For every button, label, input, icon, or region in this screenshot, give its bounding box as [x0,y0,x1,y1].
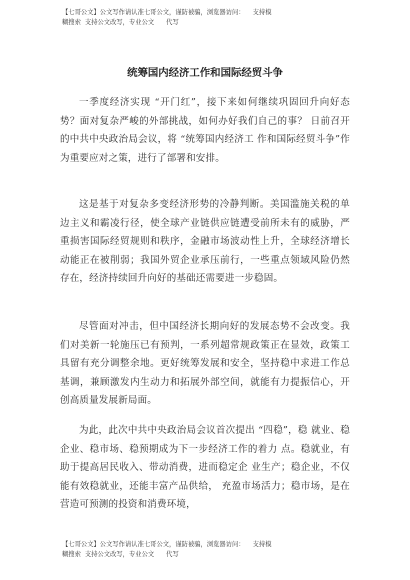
document-title: 统筹国内经济工作和国际经贸斗争 [127,67,283,79]
paragraph: 尽管面对冲击，但中国经济长期向好的发展态势不会改变。我们对美新一轮施压已有预判，一系列超常规政策正在显效，政策工具留有充分调整余地。更好统筹发展和安全，坚持稳中求进工作总基调，兼顾激发内生动力和拓展外部空间，就能有力提振信心，开创高质量发展新局面。 [60,321,350,407]
header-note: 【七哥公文】公文写作请认准七哥公文，谨防被骗，浏览器访问： 支持模 糊搜索 支持公文改写，专业公文 代写 [62,9,272,26]
paragraph: 一季度经济实现 “开门红”，接下来如何继续巩固回升向好态势？面对复杂严峻的外部挑战，如何办好我们自己的事？ 日前召开的中共中央政治局会议，将 “统筹国内经济工 作和国际经贸斗争”作为重要应对之策，进行了部署和安排。 [60,97,350,164]
paragraph: 为此，此次中共中央政治局会议首次提出 “四稳”，稳 就业、稳企业、稳市场、稳预期成为下一步经济工作的着力 点。稳就业，有助于提高居民收入、带动消费，进而稳定企 业生产；稳企业，不仅能有效稳就业，还能丰富产品供给， 充盈市场活力；稳市场，是在营造可预测的投资和消费环境， [60,425,350,511]
footer-note: 【七哥公文】公文写作请认准七哥公文，谨防被骗，浏览器访问： 支持模 糊搜索 支持公文改写，专业公文 代写 [62,541,272,558]
paragraph: 这是基于对复杂多变经济形势的冷静判断。美国滥施关税的单边主义和霸凌行径，使全球产业链供应链遭受前所未有的威胁，严重损害国际经贸规则和秩序，金融市场波动性上升，全球经济增长动能正在被削弱；我国外贸企业承压前行，一些重点领域风险仍然存在，经济持续回升向好的基础还需要进一步稳固。 [60,199,350,285]
